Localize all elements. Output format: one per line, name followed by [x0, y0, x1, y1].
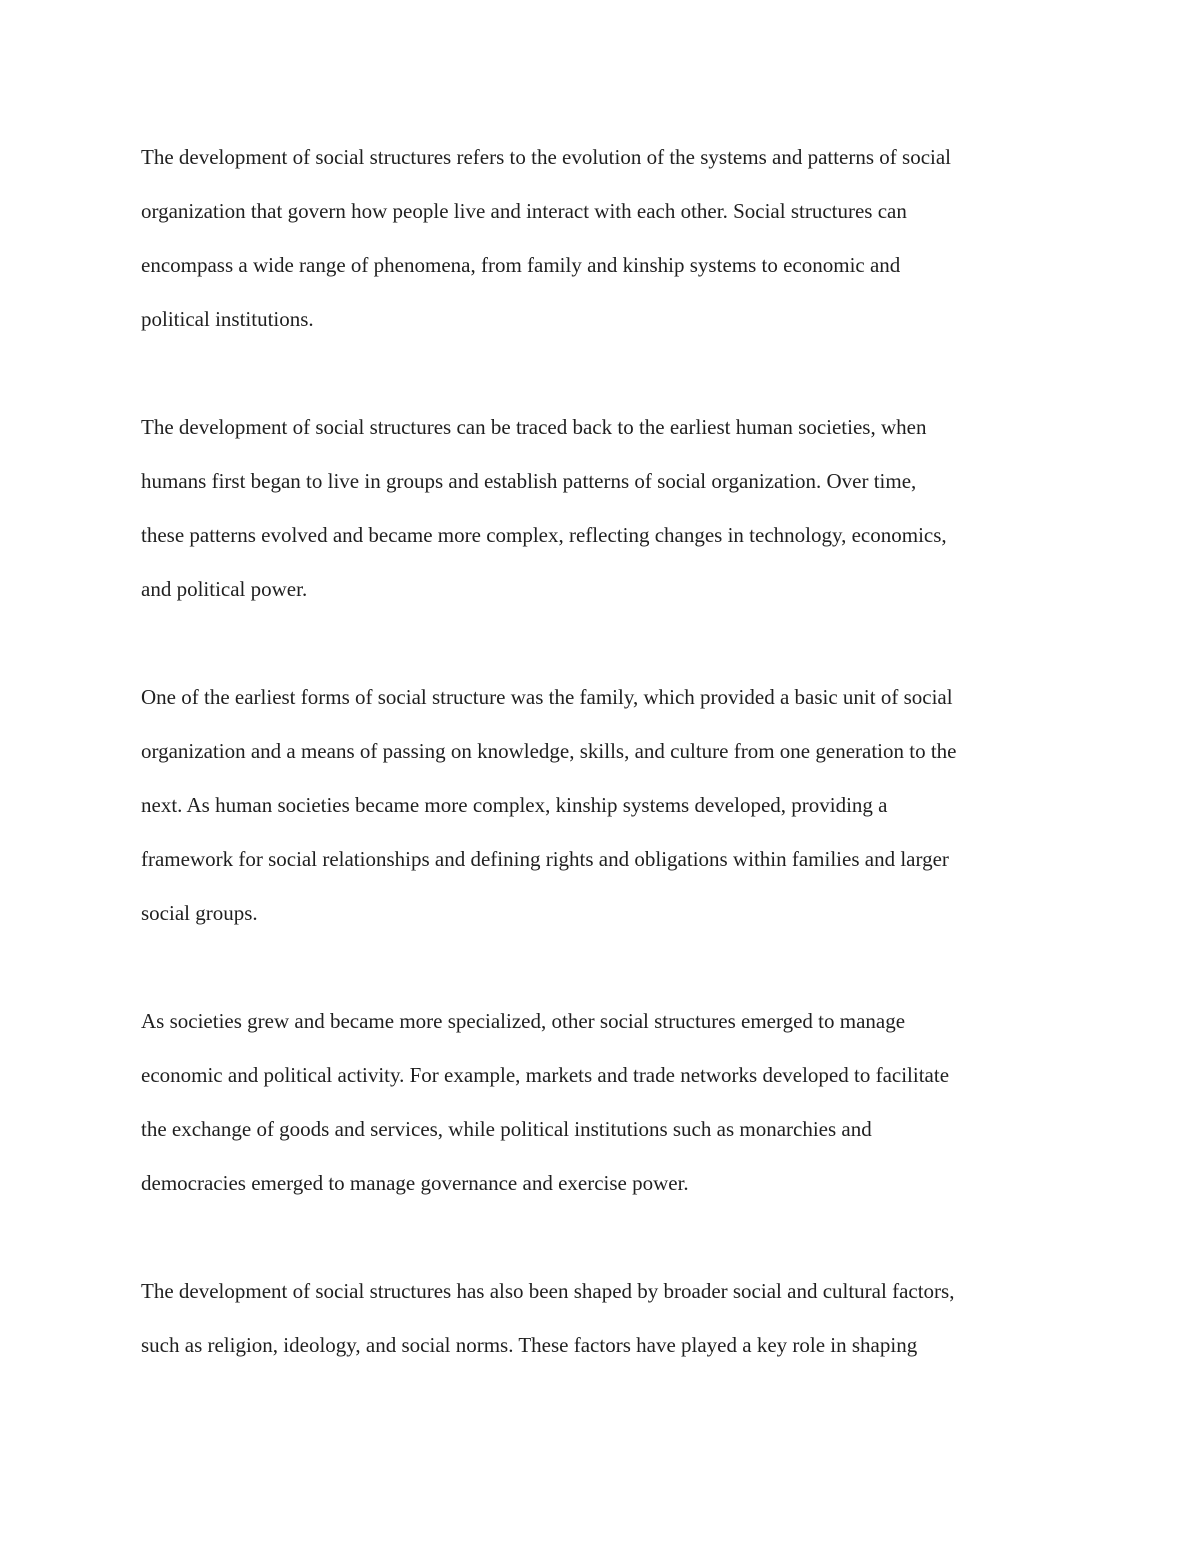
text-line: framework for social relationships and defining rights and obligations within families and larger [141, 847, 949, 871]
paragraph-gap [141, 940, 1066, 994]
text-line: political institutions. [141, 307, 314, 331]
text-line: As societies grew and became more specialized, other social structures emerged to manage [141, 1009, 906, 1033]
paragraph-1 [141, 130, 1066, 346]
text-line: organization and a means of passing on knowledge, skills, and culture from one generation to the [141, 739, 957, 763]
paragraph-gap [141, 346, 1066, 400]
document-body [141, 130, 1066, 1372]
paragraph-5 [141, 1264, 1066, 1372]
text-line: democracies emerged to manage governance and exercise power. [141, 1171, 689, 1195]
text-line: such as religion, ideology, and social norms. These factors have played a key role in shaping [141, 1333, 918, 1357]
paragraph-gap [141, 616, 1066, 670]
text-line: encompass a wide range of phenomena, from family and kinship systems to economic and [141, 253, 901, 277]
paragraph-4 [141, 994, 1066, 1210]
text-line: humans first began to live in groups and establish patterns of social organization. Over time, [141, 469, 917, 493]
text-line: The development of social structures refers to the evolution of the systems and patterns of social [141, 145, 952, 169]
text-line: The development of social structures has also been shaped by broader social and cultural factors, [141, 1279, 955, 1303]
text-line: the exchange of goods and services, while political institutions such as monarchies and [141, 1117, 872, 1141]
text-line: organization that govern how people live and interact with each other. Social structures can [141, 199, 907, 223]
paragraph-gap [141, 1210, 1066, 1264]
text-line: One of the earliest forms of social structure was the family, which provided a basic unit of social [141, 685, 953, 709]
text-line: economic and political activity. For example, markets and trade networks developed to facilitate [141, 1063, 950, 1087]
paragraph-2 [141, 400, 1066, 616]
text-line: next. As human societies became more complex, kinship systems developed, providing a [141, 793, 888, 817]
text-line: these patterns evolved and became more complex, reflecting changes in technology, economics, [141, 523, 947, 547]
text-line: and political power. [141, 577, 308, 601]
text-line: The development of social structures can be traced back to the earliest human societies, when [141, 415, 927, 439]
paragraph-3 [141, 670, 1066, 940]
text-line: social groups. [141, 901, 258, 925]
